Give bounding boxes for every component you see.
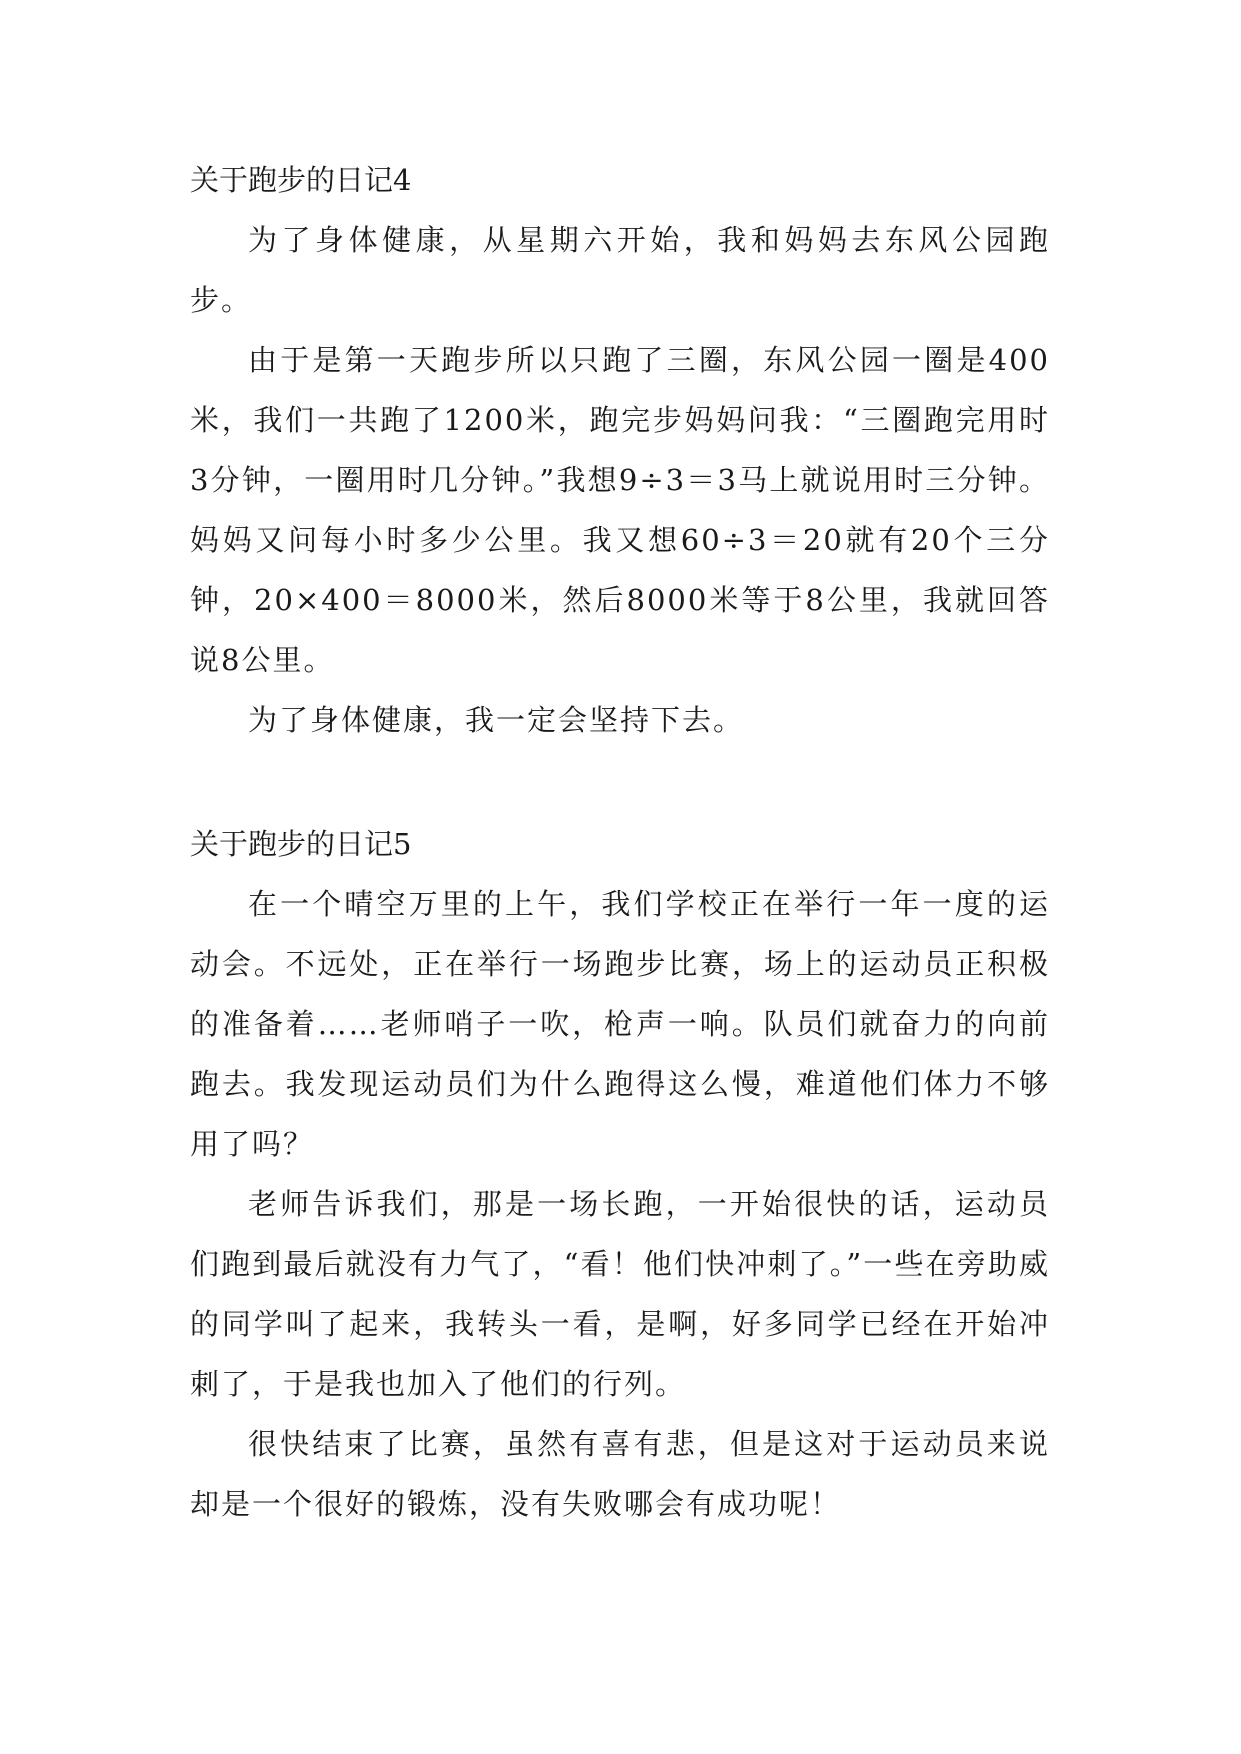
- paragraph: 为了身体健康，我一定会坚持下去。: [248, 703, 745, 737]
- diary-entry-5: [190, 814, 1050, 1534]
- paragraph: 老师告诉我们，那是一场长跑，一开始很快的话，运动员们跑到最后就没有力气了，“看！他们快冲刺了。”一些在旁助威的同学叫了起来，我转头一看，是啊，好多同学已经在开始冲刺了，于是我也加入了他们的行列。: [190, 1187, 1050, 1401]
- paragraph: 由于是第一天跑步所以只跑了三圈，东风公园一圈是400米，我们一共跑了1200米，跑完步妈妈问我：“三圈跑完用时3分钟，一圈用时几分钟。”我想9÷3＝3马上就说用时三分钟。妈妈又问每小时多少公里。我又想60÷3＝20就有20个三分钟，20×400＝8000米，然后8000米等于8公里，我就回答说8公里。: [190, 343, 1050, 677]
- section-title: 关于跑步的日记5: [190, 827, 412, 861]
- section-title: 关于跑步的日记4: [190, 163, 412, 197]
- document-page: [190, 150, 1050, 1534]
- paragraph: 在一个晴空万里的上午，我们学校正在举行一年一度的运动会。不远处，正在举行一场跑步比赛，场上的运动员正积极的准备着……老师哨子一吹，枪声一响。队员们就奋力的向前跑去。我发现运动员们为什么跑得这么慢，难道他们体力不够用了吗？: [190, 887, 1050, 1161]
- paragraph: 为了身体健康，从星期六开始，我和妈妈去东风公园跑步。: [190, 223, 1050, 317]
- diary-entry-4: [190, 150, 1050, 750]
- paragraph: 很快结束了比赛，虽然有喜有悲，但是这对于运动员来说却是一个很好的锻炼，没有失败哪会有成功呢！: [190, 1427, 1050, 1521]
- section-spacer: [190, 750, 1050, 814]
